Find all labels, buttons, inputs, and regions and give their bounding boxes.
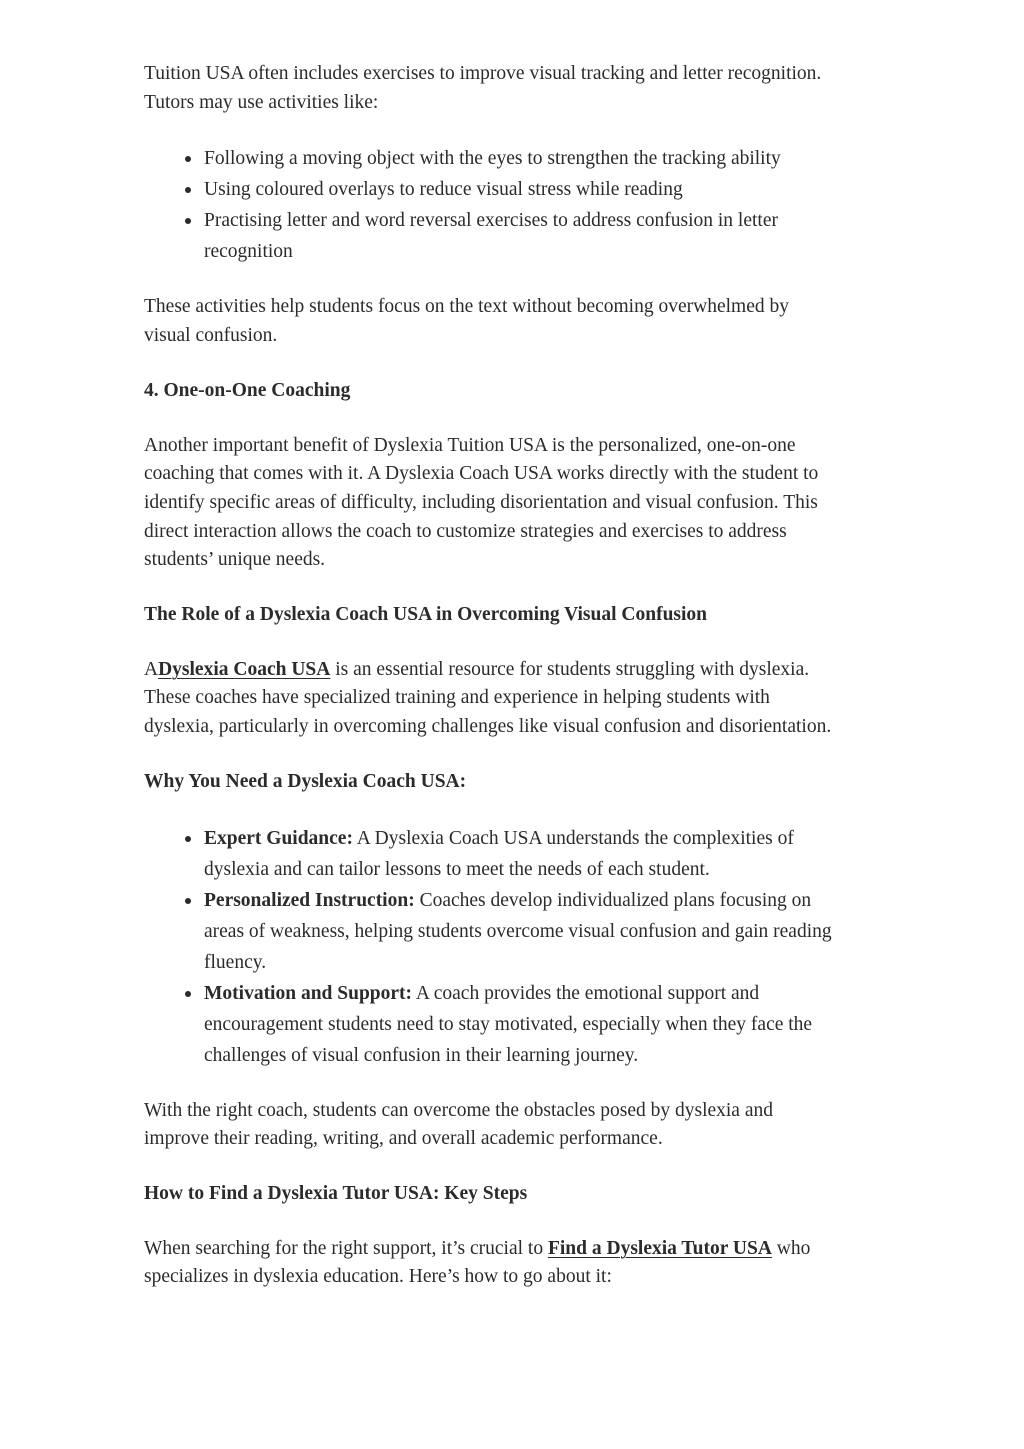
role-suffix: is an essential resource for students struggling with dyslexia. These coaches have specialized training and experience in helping students with dyslexia, particularly in overcoming challenges like visual confusion and disorientation. [144,658,832,738]
section-heading-role: The Role of a Dyslexia Coach USA in Overcoming Visual Confusion [144,604,708,626]
list-item [204,823,834,885]
bullet-icon [185,836,191,842]
list-item-label: Expert Guidance: [204,827,353,849]
why-list [144,823,834,1071]
bullet-icon [185,991,191,997]
article-body [144,60,834,1292]
bullet-icon [185,156,191,162]
list-item [204,174,834,205]
role-prefix: A [144,658,159,680]
list-item [204,143,834,174]
list-item [204,205,834,267]
find-tutor-link[interactable]: Find a Dyslexia Tutor USA [547,1237,772,1259]
find-suffix: who specializes in dyslexia education. Here’s how to go about it: [144,1237,811,1288]
list-item-label: Motivation and Support: [204,982,413,1004]
list-item [204,885,834,978]
coaching-paragraph: Another important benefit of Dyslexia Tuition USA is the personalized, one-on-one coaching that comes with it. A Dyslexia Coach USA works directly with the student to identify specific areas of difficulty, including disorientation and visual confusion. This direct interaction allows the coach to customize strategies and exercises to address students’ unique needs. [144,434,819,571]
activities-list [144,143,834,267]
why-closing-paragraph: With the right coach, students can overcome the obstacles posed by dyslexia and improve their reading, writing, and overall academic performance. [144,1099,773,1150]
role-paragraph [144,656,834,742]
list-item-label: Personalized Instruction: [204,889,415,911]
find-paragraph [144,1235,834,1292]
list-item-text: A coach provides the emotional support and encouragement students need to stay motivated, especially when they face the challenges of visual confusion in their learning journey. [204,982,813,1066]
section-heading-find: How to Find a Dyslexia Tutor USA: Key Steps [144,1182,528,1204]
list-item-text: Using coloured overlays to reduce visual stress while reading [204,179,683,201]
section-heading-why: Why You Need a Dyslexia Coach USA: [144,770,467,792]
list-item-text: Practising letter and word reversal exercises to address confusion in letter recognition [204,210,778,263]
find-prefix: When searching for the right support, it’s crucial to [144,1237,548,1259]
section-heading-coaching: 4. One-on-One Coaching [144,379,351,401]
dyslexia-coach-link[interactable]: Dyslexia Coach USA [158,658,331,680]
bullet-icon [185,187,191,193]
list-item [204,978,834,1071]
bullet-icon [185,218,191,224]
list-item-text: A Dyslexia Coach USA understands the complexities of dyslexia and can tailor lessons to meet the needs of each student. [204,827,794,880]
list-item-text: Coaches develop individualized plans focusing on areas of weakness, helping students overcome visual confusion and gain reading fluency. [204,889,832,973]
bullet-icon [185,898,191,904]
list-item-text: Following a moving object with the eyes to strengthen the tracking ability [204,148,781,170]
intro-paragraph: Tuition USA often includes exercises to improve visual tracking and letter recognition. Tutors may use activities like: [144,63,822,113]
activities-summary: These activities help students focus on the text without becoming overwhelmed by visual confusion. [144,296,789,347]
